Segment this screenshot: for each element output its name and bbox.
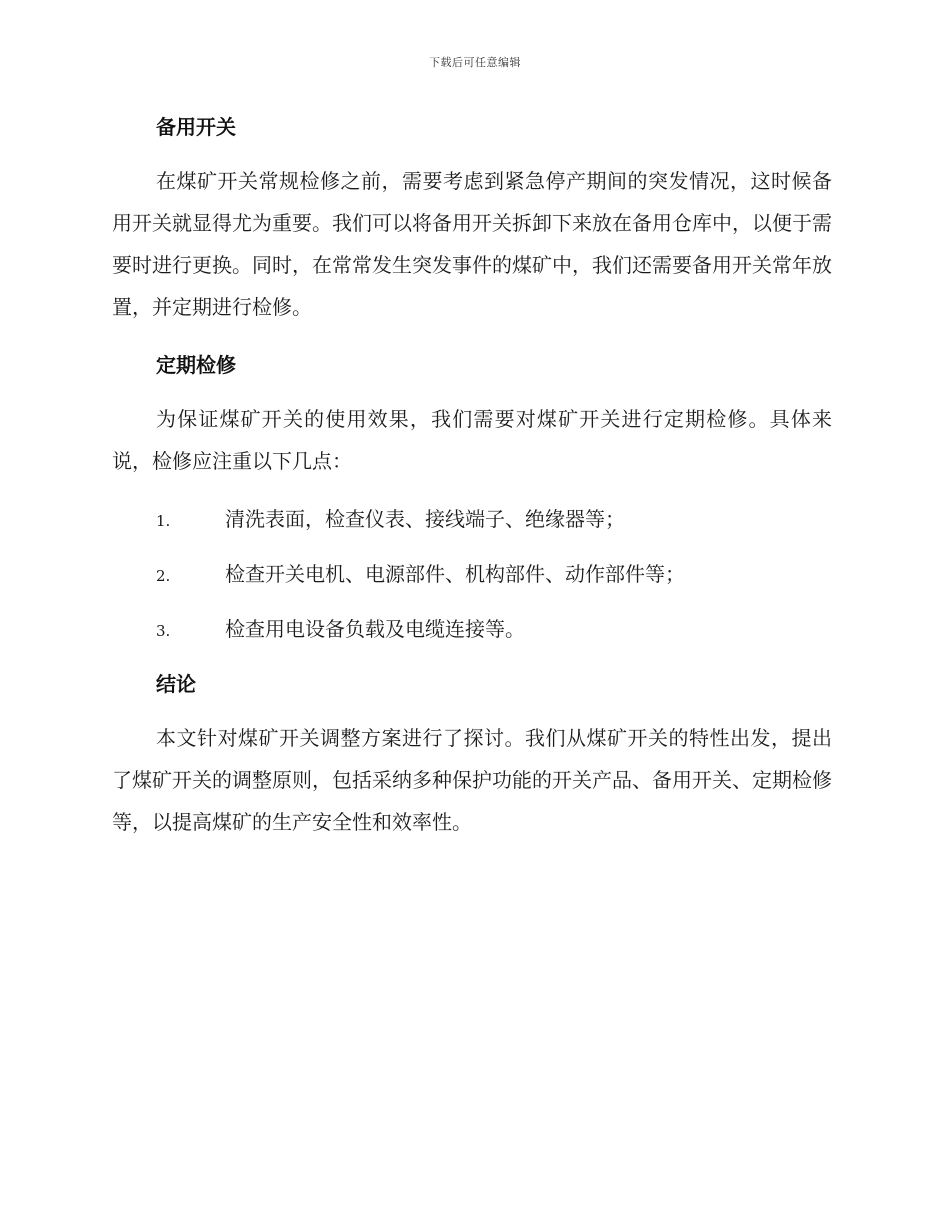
section-conclusion bbox=[112, 667, 832, 843]
document-body bbox=[112, 110, 832, 843]
section-heading: 结论 bbox=[156, 672, 196, 696]
list-item-number: 1. bbox=[156, 512, 171, 530]
list-item bbox=[112, 557, 832, 612]
list-item bbox=[112, 502, 832, 557]
section-regular-maintenance bbox=[112, 348, 832, 667]
section-heading: 定期检修 bbox=[156, 353, 236, 377]
section-backup-switch bbox=[112, 110, 832, 348]
list-item-number: 3. bbox=[156, 622, 171, 640]
maintenance-list bbox=[112, 502, 832, 667]
section-heading: 备用开关 bbox=[156, 115, 236, 139]
list-item-text: 清洗表面，检查仪表、接线端子、绝缘器等； bbox=[225, 507, 625, 531]
list-item-text: 检查用电设备负载及电缆连接等。 bbox=[225, 617, 525, 641]
list-item-number: 2. bbox=[156, 567, 171, 585]
list-item-text: 检查开关电机、电源部件、机构部件、动作部件等； bbox=[225, 562, 685, 586]
header-note: 下载后可任意编辑 bbox=[429, 56, 521, 69]
section-paragraph: 为保证煤矿开关的使用效果，我们需要对煤矿开关进行定期检修。具体来说，检修应注重以下几点： bbox=[112, 407, 832, 473]
list-item bbox=[112, 612, 832, 667]
section-paragraph: 本文针对煤矿开关调整方案进行了探讨。我们从煤矿开关的特性出发，提出了煤矿开关的调整原则，包括采纳多种保护功能的开关产品、备用开关、定期检修等，以提高煤矿的生产安全性和效率性。 bbox=[112, 726, 832, 834]
section-paragraph: 在煤矿开关常规检修之前，需要考虑到紧急停产期间的突发情况，这时候备用开关就显得尤为重要。我们可以将备用开关拆卸下来放在备用仓库中，以便于需要时进行更换。同时，在常常发生突发事件的煤矿中，我们还需要备用开关常年放置，并定期进行检修。 bbox=[112, 169, 832, 319]
